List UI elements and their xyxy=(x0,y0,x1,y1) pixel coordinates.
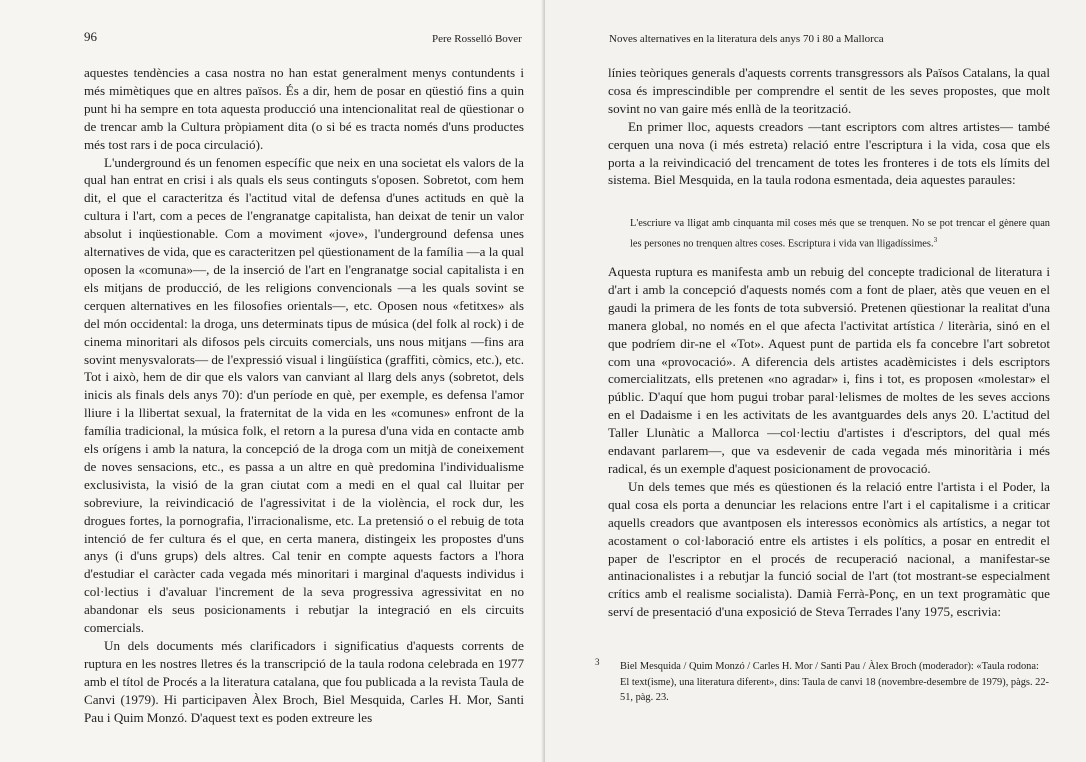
block-quote xyxy=(630,216,1050,252)
paragraph: Un dels temes que més es qüestionen és la relació entre l'artista i el Poder, la qual cosa els porta a denunciar les relacions entre l'art i el capitalisme i a criticar aquells creadors que avantposen els interessos econòmics als artístics, a negar tot acostament o col·laboració entre els artistes i els polítics, a posar en entredit el paper de l'escriptor en el procés de recuperació nacional, a manifestar-se antinacionalistes i a rebutjar la funció social de l'art (tot mostrant-se especialment crítics amb el realisme socialista). Damià Ferrà-Ponç, en un text programàtic que serví de presentació d'una exposició de Steva Terrades l'any 1975, escrivia: xyxy=(608,478,1050,620)
quote-text: L'escriure va lligat amb cinquanta mil coses més que se trenquen. No se pot trencar el gènere quan les persones no trenquen altres coses. Escriptura i vida van lligadíssimes. xyxy=(630,218,1050,250)
running-head-left: Pere Rosselló Bover xyxy=(432,33,522,45)
paragraph: Un dels documents més clarificadors i significatius d'aquests corrents de ruptura en les nostres lletres és la transcripció de la taula rodona celebrada en 1977 amb el títol de Procés a la literatura catalana, que fou publicada a la revista Taula de Canvi (1979). Hi participaven Àlex Broch, Biel Mesquida, Carles H. Mor, Santi Pau i Quim Monzó. D'aquest text es poden extreure les xyxy=(84,638,524,725)
right-body-text-bottom xyxy=(608,263,1050,621)
paragraph: En primer lloc, aquests creadors —tant escriptors com altres artistes— també cerquen una nova (i més estreta) relació entre l'escriptura i la vida, cosa que els porta a la reivindicació del trencament de totes les fronteres i de tots els límits del sistema. Biel Mesquida, en la taula rodona esmentada, deia aquestes paraules: xyxy=(608,118,1050,188)
paragraph: L'underground és un fenomen específic que neix en una societat els valors de la qual han entrat en crisi i als quals els seus continguts s'oposen. Sobretot, com hem dit, el que el caracteritza és l'actitud vital de defensa d'unes actituds en què la cultura i l'art, com a peces de l'engranatge capitalista, han deixat de tenir un valor absolut i inqüestionable. Com a moviment «jove», l'underground defensa unes alternatives de vida, que es caracteritzen pel qüestionament de la família —a la qual oposen la «comuna»—, de la inserció de l'art en l'engranatge social capitalista i en els mitjans de producció, de les religions convencionals —a les quals sovint se cerquen alternatives en les filosofies orientals—, etc. Oposen nous «fetitxes» als del món occidental: la droga, uns determinats tipus de música (del folk al rock) i de cinema minoritari als difosos pels circuits comercials, uns nous mitjans —fins ara sovint menysvalorats— de l'expressió visual i lingüística (graffiti, còmics, etc.), etc. Tot i això, hem de dir que els valors van canviant al llarg dels anys (sobretot, dels inicis als finals dels anys 70): d'un període en què, per exemple, es defensa l'amor lliure i la llibertat sexual, la fraternitat de la vida en les «comunes» enfront de la família tradicional, la música folk, el retorn a la puresa d'una vida en contacte amb els orígens i amb la natura, la concepció de la droga com un mitjà de coneixement de noves sensacions, etc., es passa a un altre en què predomina l'individualisme exclusivista, la visió de la gran ciutat com a medi en el qual cal lluitar per sobreviure, la reivindicació de l'agressivitat i de la violència, el rock dur, les drogues fortes, la pornografia, l'irracionalisme, etc. La pretensió o el rebuig de tota intenció de fer cultura és el que, en certa manera, distingeix les propostes d'uns anys (i d'uns grups) dels altres. Cal tenir en compte aquests factors a l'hora d'estudiar el caràcter cada vegada més minoritari i marginal d'aquests individus i col·lectius i d'avaluar l'increment de la seva progressiva agressivitat en no abandonar els seus posicionaments i rebutjar la integració en els circuits comercials. xyxy=(84,154,524,636)
page-number: 96 xyxy=(84,29,97,44)
paragraph: línies teòriques generals d'aquests corrents transgressors als Països Catalans, la qual cosa és imprescindible per comprendre el sentit de les seves propostes, que molt sovint no van gaire més enllà de la teorització. xyxy=(608,65,1050,116)
paragraph: Aquesta ruptura es manifesta amb un rebuig del concepte tradicional de literatura i d'art i amb la concepció d'aquests només com a font de plaer, atès que veuen en el gaudi la primera de les fonts de tota subversió. Pretenen qüestionar la realitat d'una manera global, no només en el que afecta l'activitat artística / literària, sinó en el que podríem dir-ne el «Tot». Aquest punt de partida els fa concebre l'art sobretot com una «provocació». A diferencia dels artistes acadèmicistes i dels escriptors comercialitzats, ells pretenen «no agradar» i, fins i tot, es proposen «molestar» el públic. D'aquí que hom pugui trobar paral·lelismes de moltes de les seves accions en el Dadaisme i en les activitats de les avantguardes dels anys 20. L'actitud del Taller Llunàtic a Mallorca —col·lectiu d'artistes i d'escriptors, del qual més endavant parlarem—, que va esdevenir de cada vegada més minoritària i més radical, és un exemple d'aquest posicionament de provocació. xyxy=(608,264,1050,476)
footnote: Biel Mesquida / Quim Monzó / Carles H. Mor / Santi Pau / Àlex Broch (moderador): «Taula rodona: El text(isme), una literatura diferent», dins: Taula de canvi 18 (novembre-desembre de 1979), pàgs. 22-51, pàg. 23. xyxy=(620,661,1049,703)
left-body-text xyxy=(84,64,524,727)
right-body-text-top xyxy=(608,64,1050,189)
right-page xyxy=(545,0,1086,762)
paragraph: aquestes tendències a casa nostra no han estat generalment menys contundents i més mimètiques que en altres països. És a dir, hem de posar en qüestió fins a quin punt hi ha sempre en tota aquesta producció una intencionalitat real de qüestionar o de trencar amb la Cultura pròpiament dita (o si bé es tracta només d'uns productes més tost rars i de poca circulació). xyxy=(84,65,524,152)
running-head-right: Noves alternatives en la literatura dels anys 70 i 80 a Mallorca xyxy=(609,33,884,45)
footnote-marker: 3 xyxy=(595,657,600,667)
footnote-reference: 3 xyxy=(933,236,938,244)
